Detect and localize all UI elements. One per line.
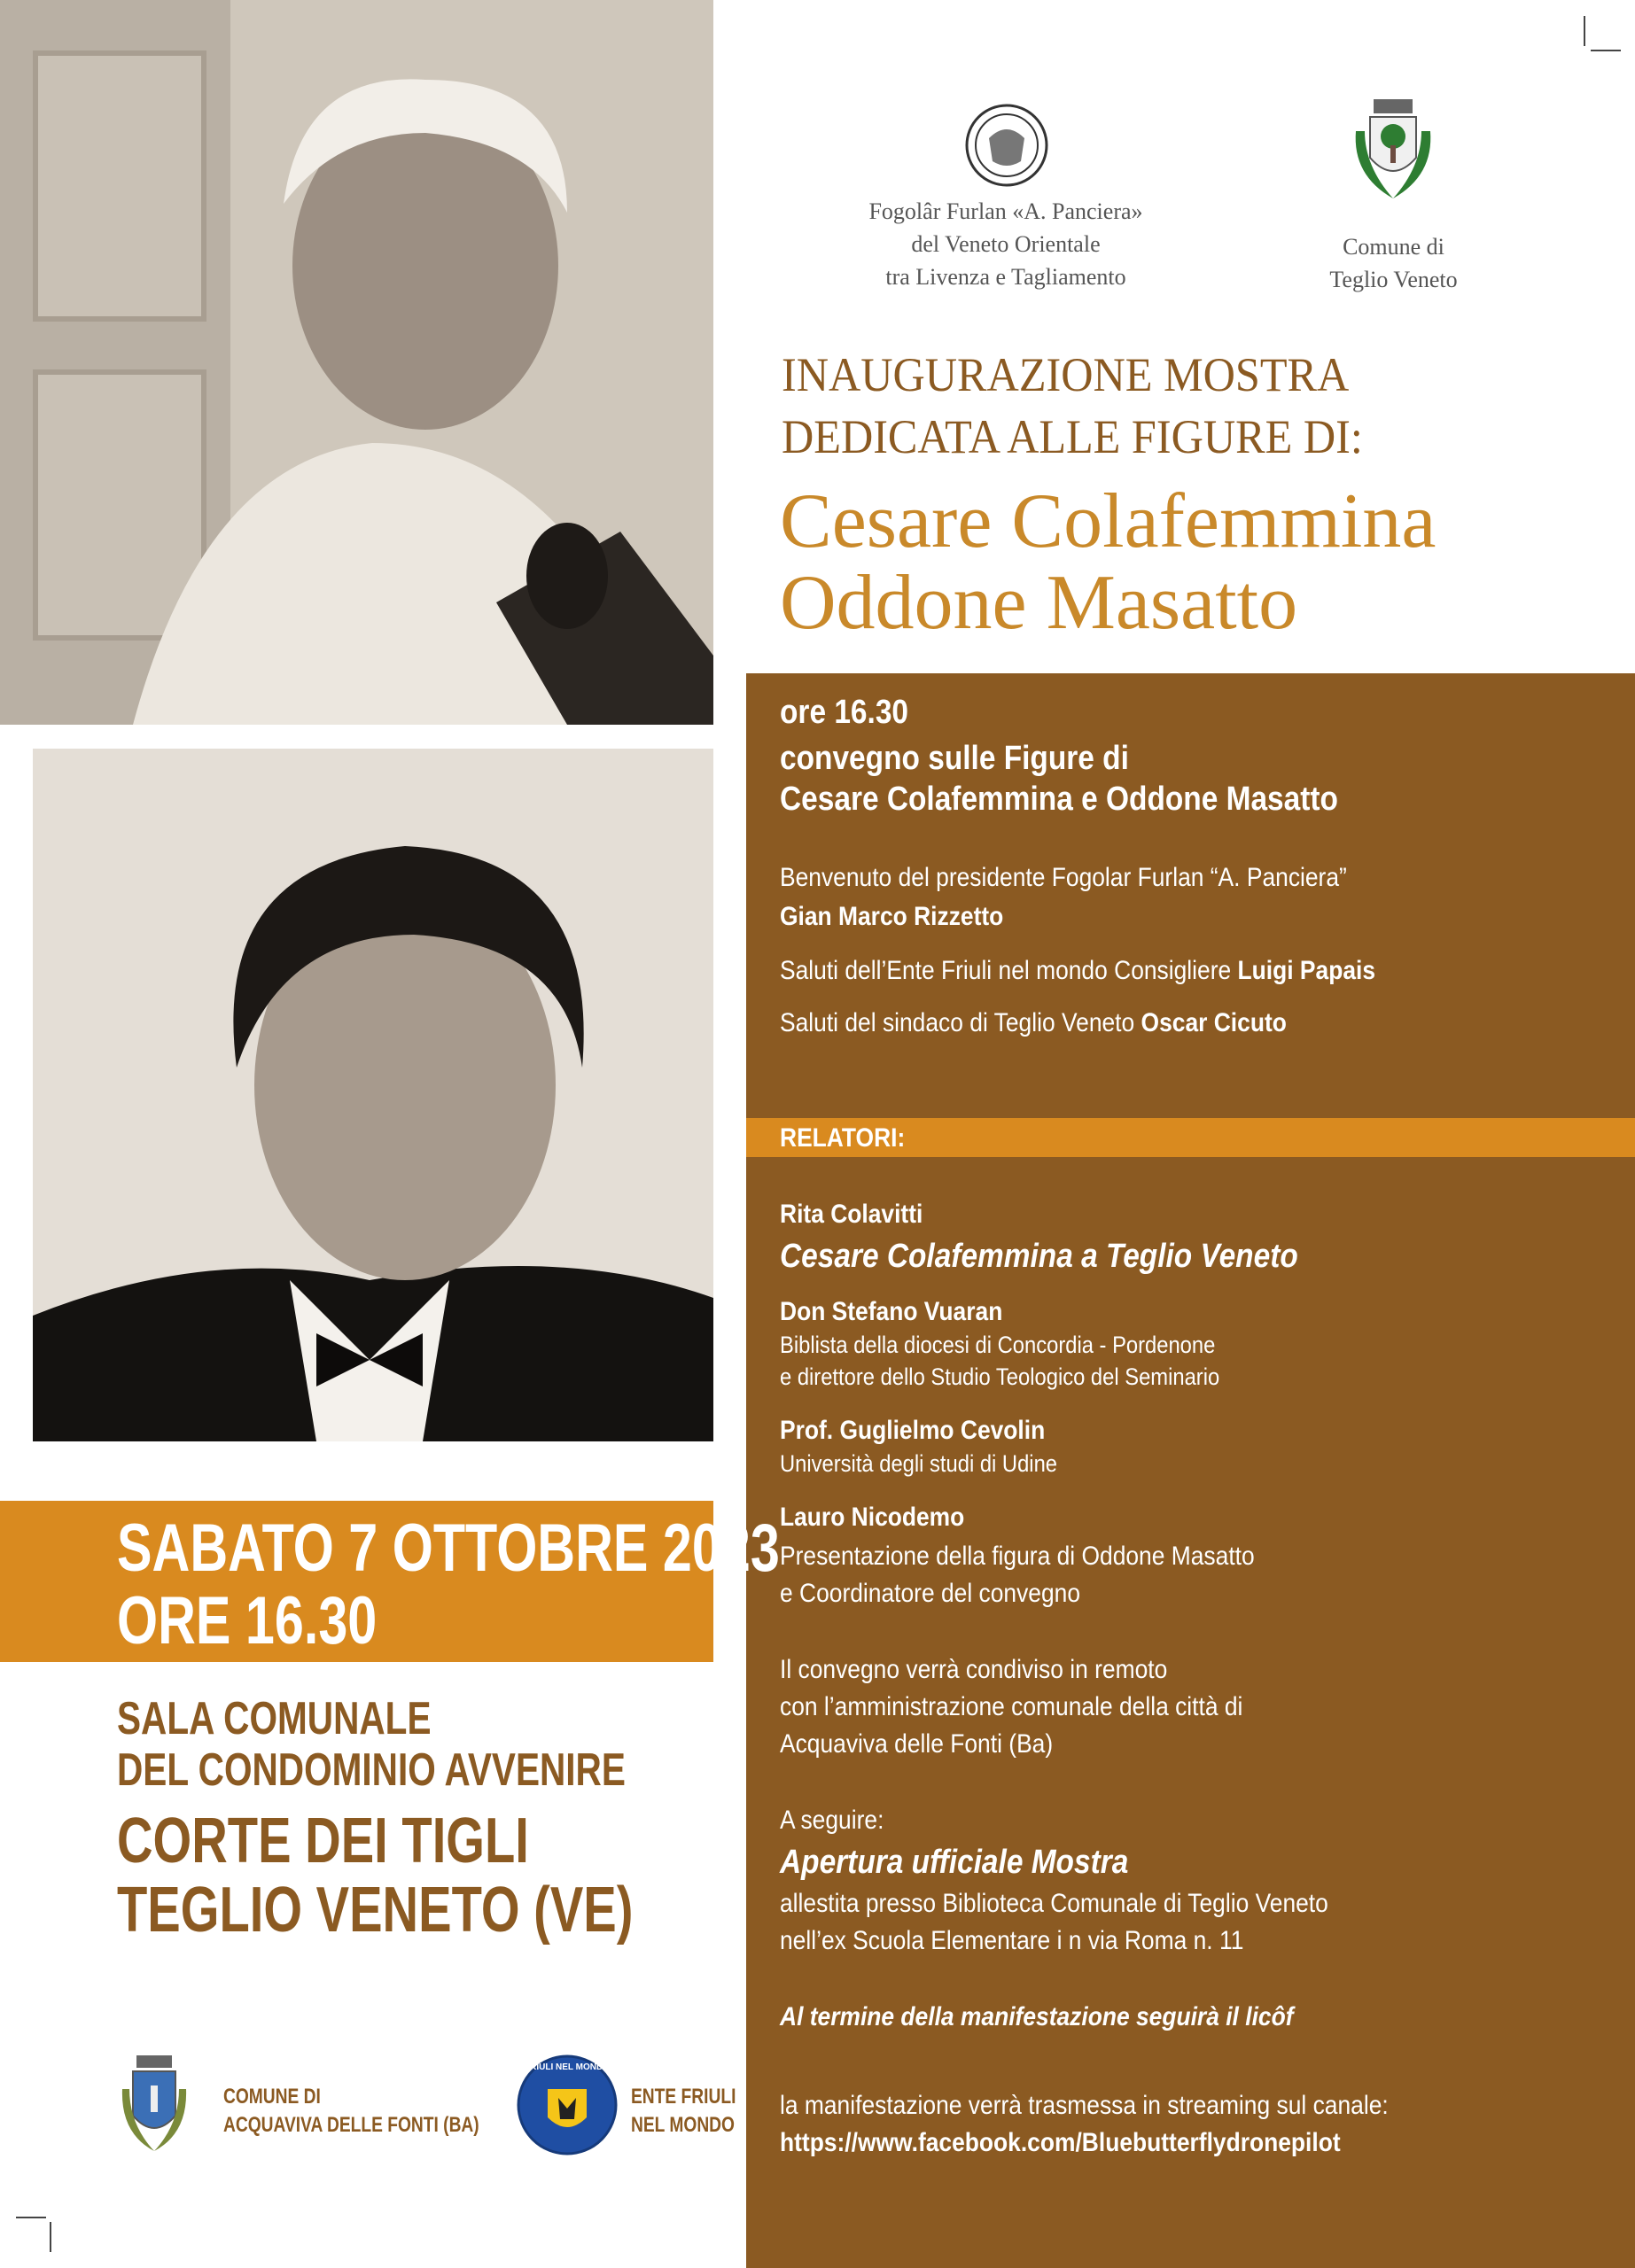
convegno-line2: Cesare Colafemmina e Oddone Masatto	[780, 781, 1338, 818]
teglio-veneto-name	[1258, 230, 1529, 296]
venue-line3: CORTE DEI TIGLI	[117, 1806, 529, 1876]
following-line1: allestita presso Biblioteca Comunale di Teglio Veneto	[780, 1889, 1328, 1918]
crop-mark	[1591, 50, 1621, 51]
acquaviva-line1: COMUNE DI	[223, 2085, 321, 2109]
friuli-line1: ENTE FRIULI	[631, 2085, 736, 2109]
speaker-detail: Biblista della diocesi di Concordia - Pordenone	[780, 1332, 1216, 1358]
following-title: Apertura ufficiale Mostra	[780, 1844, 1129, 1881]
speaker-name: Prof. Guglielmo Cevolin	[780, 1416, 1046, 1445]
speaker-detail: e Coordinatore del convegno	[780, 1579, 1081, 1608]
streaming-link[interactable]: https://www.facebook.com/Bluebutterflydronepilot	[780, 2128, 1341, 2157]
venue-line4: TEGLIO VENETO (VE)	[117, 1875, 634, 1946]
closing-line: Al termine della manifestazione seguirà il licôf	[780, 2002, 1294, 2031]
fogolar-furlan-name	[824, 195, 1187, 293]
welcome-name: Gian Marco Rizzetto	[780, 902, 1004, 931]
saluti2-text: Saluti del sindaco di Teglio Veneto	[780, 1008, 1141, 1037]
speaker-detail: Presentazione della figura di Oddone Masatto	[780, 1542, 1255, 1571]
acquaviva-line2: ACQUAVIVA DELLE FONTI (BA)	[223, 2113, 479, 2137]
teglio-veneto-crest-icon	[1343, 96, 1443, 206]
fogolar-line1: Fogolâr Furlan «A. Panciera»	[868, 198, 1143, 224]
remote-line3: Acquaviva delle Fonti (Ba)	[780, 1729, 1054, 1759]
saluti1-name: Luigi Papais	[1237, 956, 1376, 985]
speaker-detail: Università degli studi di Udine	[780, 1450, 1058, 1477]
saluti-sindaco	[780, 1005, 1513, 1042]
event-time: ORE 16.30	[117, 1583, 378, 1658]
comune-line1: Comune di	[1343, 234, 1444, 260]
acquaviva-crest-icon	[117, 2054, 191, 2155]
fogolar-furlan-seal-icon	[964, 103, 1049, 188]
venue-line1: SALA COMUNALE	[117, 1693, 432, 1744]
relatori-header: RELATORI:	[780, 1123, 906, 1153]
remote-line1: Il convegno verrà condiviso in remoto	[780, 1655, 1168, 1684]
fogolar-line2: del Veneto Orientale	[911, 231, 1101, 257]
saluti-ente-friuli	[780, 952, 1513, 990]
speaker-detail: Cesare Colafemmina a Teglio Veneto	[780, 1238, 1298, 1275]
saluti1-text: Saluti dell’Ente Friuli nel mondo Consigliere	[780, 956, 1238, 985]
event-date: SABATO 7 OTTOBRE 2023	[117, 1511, 780, 1586]
speaker-detail: e direttore dello Studio Teologico del Seminario	[780, 1363, 1220, 1390]
program-time: ore 16.30	[780, 694, 909, 731]
title-name-cesare: Cesare Colafemmina	[780, 478, 1436, 564]
crop-mark	[1584, 16, 1585, 46]
speaker-name: Lauro Nicodemo	[780, 1503, 965, 1532]
comune-line2: Teglio Veneto	[1329, 267, 1458, 292]
crop-mark	[50, 2222, 51, 2252]
photo-cesare-colafemmina	[0, 0, 713, 725]
photo-oddone-masatto	[33, 749, 713, 1441]
title-line2: DEDICATA ALLE FIGURE DI:	[782, 410, 1363, 463]
convegno-line1: convegno sulle Figure di	[780, 740, 1129, 777]
venue-line2: DEL CONDOMINIO AVVENIRE	[117, 1744, 626, 1796]
friuli-badge-text: FRIULI NEL MONDO	[525, 2062, 610, 2072]
fogolar-line3: tra Livenza e Tagliamento	[885, 264, 1126, 290]
following-label: A seguire:	[780, 1806, 884, 1835]
welcome-text: Benvenuto del presidente Fogolar Furlan “A. Panciera”	[780, 863, 1347, 892]
remote-line2: con l’amministrazione comunale della città di	[780, 1692, 1243, 1721]
speaker-name: Rita Colavitti	[780, 1200, 923, 1229]
title-line1: INAUGURAZIONE MOSTRA	[782, 348, 1350, 401]
streaming-line: la manifestazione verrà trasmessa in streaming sul canale:	[780, 2091, 1389, 2120]
friuli-nel-mondo-badge-icon	[516, 2054, 619, 2156]
title-name-oddone: Oddone Masatto	[780, 560, 1298, 646]
saluti2-name: Oscar Cicuto	[1141, 1008, 1287, 1037]
friuli-line2: NEL MONDO	[631, 2113, 735, 2137]
following-line2: nell’ex Scuola Elementare i n via Roma n. 11	[780, 1926, 1244, 1955]
crop-mark	[16, 2217, 46, 2218]
speaker-name: Don Stefano Vuaran	[780, 1297, 1003, 1326]
